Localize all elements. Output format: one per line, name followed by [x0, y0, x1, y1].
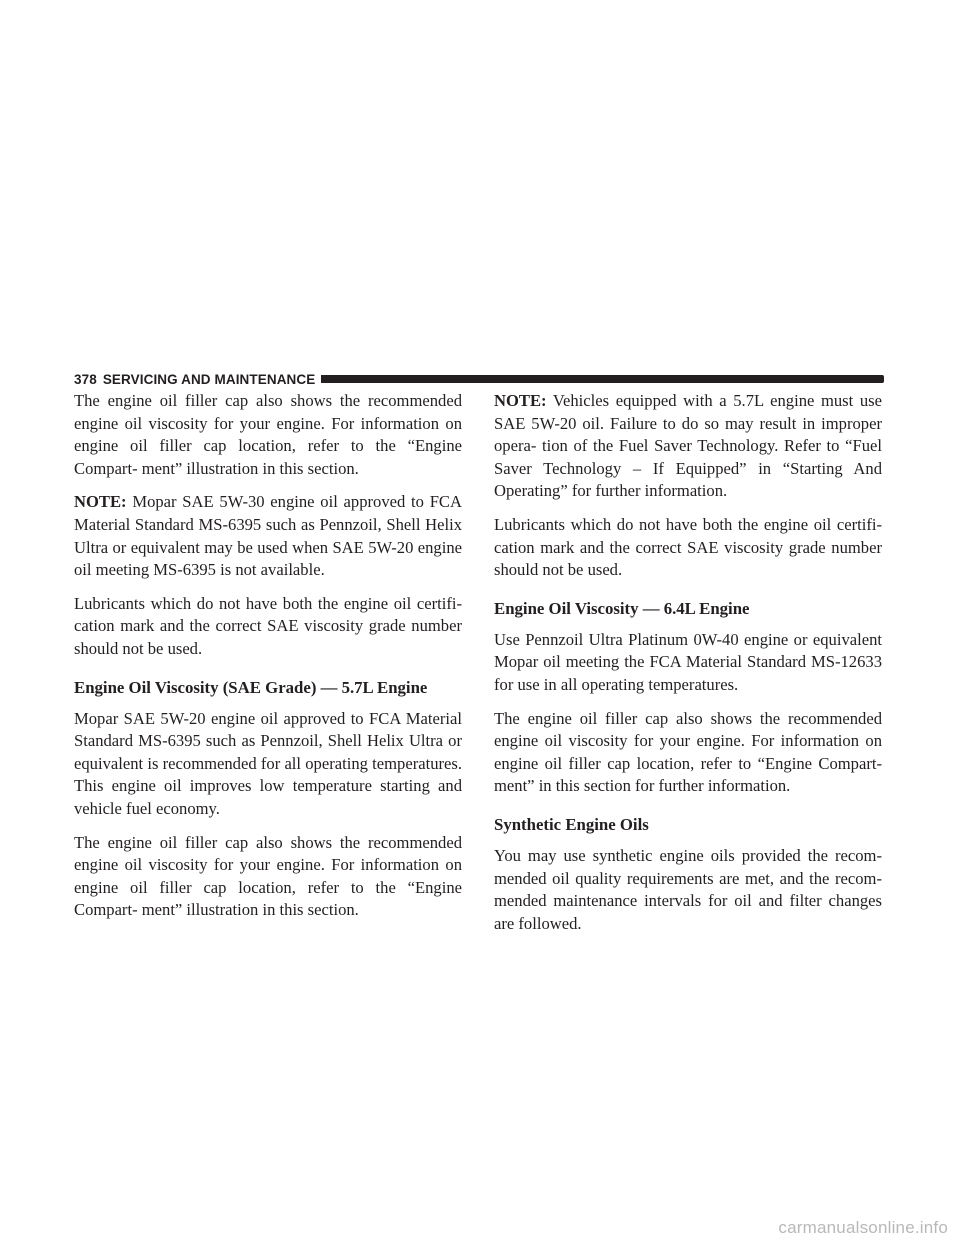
left-column [74, 390, 462, 933]
page-header [74, 370, 884, 388]
section-title: SERVICING AND MAINTENANCE [102, 371, 316, 387]
paragraph: You may use synthetic engine oils provided the recom- mended oil quality requirements are met, and the recom- mended maintenance intervals for oil and filter changes are followed. [494, 845, 882, 933]
paragraph: The engine oil filler cap also shows the recommended engine oil viscosity for your engine. For information on engine oil filler cap location, refer to the “Engine Compart- ment” illustration in this section. [74, 832, 462, 920]
paragraph: Mopar SAE 5W-20 engine oil approved to FCA Material Standard MS-6395 such as Pennzoil, Shell Helix Ultra or equivalent is recommended for all operating temperatures. This engine oil improves low temperature starting and vehicle fuel economy. [74, 708, 462, 818]
right-column [494, 390, 882, 946]
note-label: NOTE: [494, 391, 547, 410]
paragraph: The engine oil filler cap also shows the recommended engine oil viscosity for your engine. For information on engine oil filler cap location, refer to the “Engine Compart- ment” illustration in this section. [74, 391, 462, 478]
note-label: NOTE: [74, 492, 127, 512]
paragraph: Lubricants which do not have both the engine oil certifi- cation mark and the correct SAE viscosity grade number should not be used. [494, 514, 882, 580]
note-paragraph [494, 390, 882, 503]
watermark: carmanualsonline.info [778, 1218, 948, 1237]
section-heading: Engine Oil Viscosity (SAE Grade) — 5.7L Engine [74, 677, 428, 697]
section-heading: Engine Oil Viscosity — 6.4L Engine [494, 598, 750, 618]
note-text: Mopar SAE 5W-30 engine oil approved to FCA Material Standard MS-6395 such as Pennzoil, Shell Helix Ultra or equivalent may be used when SAE 5W-20 engine oil meeting MS-6395 is not available. [74, 492, 462, 580]
page-number: 378 [74, 371, 97, 387]
note-paragraph [74, 491, 462, 581]
paragraph: Lubricants which do not have both the engine oil certifi- cation mark and the correct SAE viscosity grade number should not be used. [74, 593, 462, 658]
paragraph: Use Pennzoil Ultra Platinum 0W-40 engine or equivalent Mopar oil meeting the FCA Material Standard MS-12633 for use in all operating temperatures. [494, 629, 882, 694]
header-rule [321, 375, 884, 383]
section-heading: Synthetic Engine Oils [494, 814, 649, 834]
paragraph: The engine oil filler cap also shows the recommended engine oil viscosity for your engine. For information on engine oil filler cap location, refer to “Engine Compart- ment” in this section for further information. [494, 708, 882, 796]
note-text: Vehicles equipped with a 5.7L engine must use SAE 5W-20 oil. Failure to do so may result in improper opera- tion of the Fuel Saver Technology. Refer to “Fuel Saver Technology – If Equipped” in “Starting And Operating” for further information. [494, 391, 882, 501]
